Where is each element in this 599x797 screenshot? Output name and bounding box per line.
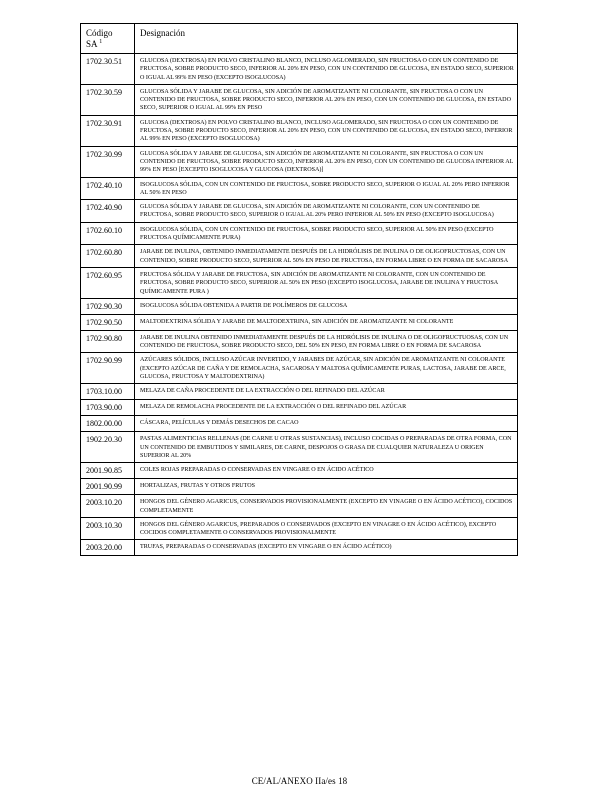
- hs-code-cell: 1702.30.51: [81, 54, 135, 85]
- designation-cell: HORTALIZAS, FRUTAS Y OTROS FRUTOS: [135, 479, 518, 495]
- table-row: [81, 177, 518, 200]
- designation-cell: GLUCOSA SÓLIDA Y JARABE DE GLUCOSA, SIN ADICIÓN DE AROMATIZANTE NI COLORANTE, CON UN CONTENIDO DE FRUCTOSA, SOBRE PRODUCTO SECO, SUPERIOR O IGUAL AL 20% PERO INFERIOR AL 50% EN PESO (EXCEPTO ISOGLUCOSA): [135, 200, 518, 223]
- hs-code-cell: 1702.60.80: [81, 245, 135, 268]
- hs-code-cell: 1702.90.30: [81, 298, 135, 314]
- table-row: [81, 540, 518, 556]
- table-row: [81, 146, 518, 177]
- page-footer: CE/AL/ANEXO IIa/es 18: [251, 776, 348, 786]
- table-row: [81, 222, 518, 245]
- hs-code-cell: 1702.40.90: [81, 200, 135, 223]
- hs-code-cell: 2003.10.20: [81, 495, 135, 518]
- designation-cell: MELAZA DE REMOLACHA PROCEDENTE DE LA EXTRACCIÓN O DEL REFINADO DEL AZÚCAR: [135, 400, 518, 416]
- hs-code-cell: 1702.30.99: [81, 146, 135, 177]
- designation-cell: GLUCOSA SÓLIDA Y JARABE DE GLUCOSA, SIN ADICIÓN DE AROMATIZANTE NI COLORANTE, SIN FRUCTOSA O CON UN CONTENIDO DE FRUCTOSA, SOBRE PRODUCTO SECO, INFERIOR AL 20% EN PESO, CON UN CONTENIDO DE GLUCOSA INFERIOR AL 99% EN PESO [EXCEPTO ISOGLUCOSA Y GLUCOSA (DEXTROSA)]: [135, 146, 518, 177]
- table-row: [81, 330, 518, 353]
- hs-code-cell: 1703.10.00: [81, 384, 135, 400]
- designation-cell: MELAZA DE CAÑA PROCEDENTE DE LA EXTRACCIÓN O DEL REFINADO DEL AZÚCAR: [135, 384, 518, 400]
- hs-code-cell: 2001.90.85: [81, 463, 135, 479]
- table-row: [81, 495, 518, 518]
- designation-column-header: Designación: [135, 24, 518, 54]
- table-row: [81, 517, 518, 540]
- table-row: [81, 416, 518, 432]
- code-header-sublabel: SA: [86, 39, 98, 49]
- designation-cell: TRUFAS, PREPARADAS O CONSERVADAS (EXCEPTO EN VINGARE O EN ÁCIDO ACÉTICO): [135, 540, 518, 556]
- hs-code-cell: 2001.90.99: [81, 479, 135, 495]
- hs-code-cell: 1902.20.30: [81, 432, 135, 463]
- hs-code-cell: 1702.30.59: [81, 84, 135, 115]
- hs-code-cell: 1703.90.00: [81, 400, 135, 416]
- hs-code-cell: 1702.40.10: [81, 177, 135, 200]
- hs-code-cell: 1802.00.00: [81, 416, 135, 432]
- table-row: [81, 353, 518, 384]
- designation-cell: GLUCOSA (DEXTROSA) EN POLVO CRISTALINO BLANCO, INCLUSO AGLOMERADO, SIN FRUCTOSA O CON UN CONTENIDO DE FRUCTOSA, SOBRE PRODUCTO SECO, INFERIOR AL 20% EN PESO, CON UN CONTENIDO DE GLUCOSA, EN ESTADO SECO, INFERIOR AL 99% EN PESO (EXCEPTO ISOGLUCOSA): [135, 115, 518, 146]
- designation-cell: ISOGLUCOSA SÓLIDA OBTENIDA A PARTIR DE POLÍMEROS DE GLUCOSA: [135, 298, 518, 314]
- table-row: [81, 115, 518, 146]
- designation-cell: HONGOS DEL GÉNERO AGARICUS, CONSERVADOS PROVISIONALMENTE (EXCEPTO EN VINAGRE O EN ÁCIDO ACÉTICO), COCIDOS COMPLETAMENTE: [135, 495, 518, 518]
- designation-cell: CÁSCARA, PELÍCULAS Y DEMÁS DESECHOS DE CACAO: [135, 416, 518, 432]
- designation-cell: AZÚCARES SÓLIDOS, INCLUSO AZÚCAR INVERTIDO, Y JARABES DE AZÚCAR, SIN ADICIÓN DE AROMATIZANTE NI COLORANTE (EXCEPTO AZÚCAR DE CAÑA Y DE REMOLACHA, SACAROSA Y MALTOSA QUÍMICAMENTE PURAS, LACTOSA, JARABE DE ARCE, GLUCOSA, FRUCTOSA Y MALTODEXTRINA): [135, 353, 518, 384]
- designation-cell: ISOGLUCOSA SÓLIDA, CON UN CONTENIDO DE FRUCTOSA, SOBRE PRODUCTO SECO, SUPERIOR O IGUAL AL 20% PERO INFERIOR AL 50% EN PESO: [135, 177, 518, 200]
- table-row: [81, 54, 518, 85]
- hs-code-cell: 1702.60.95: [81, 267, 135, 298]
- designation-cell: GLUCOSA SÓLIDA Y JARABE DE GLUCOSA, SIN ADICIÓN DE AROMATIZANTE NI COLORANTE, SIN FRUCTOSA O CON UN CONTENIDO DE FRUCTOSA, SOBRE PRODUCTO SECO, INFERIOR AL 20% EN PESO, CON UN CONTENIDO DE GLUCOSA, EN ESTADO SECO, SUPERIOR O IGUAL AL 99% EN PESO: [135, 84, 518, 115]
- table-row: [81, 384, 518, 400]
- table-body: [81, 54, 518, 556]
- table-row: [81, 479, 518, 495]
- hs-code-cell: 1702.90.99: [81, 353, 135, 384]
- table-header-row: [81, 24, 518, 54]
- designation-cell: GLUCOSA (DEXTROSA) EN POLVO CRISTALINO BLANCO, INCLUSO AGLOMERADO, SIN FRUCTOSA O CON UN CONTENIDO DE FRUCTOSA, SOBRE PRODUCTO SECO, INFERIOR AL 20% EN PESO, CON UN CONTENIDO DE GLUCOSA, EN ESTADO SECO, SUPERIOR O IGUAL AL 99% EN PESO (EXCEPTO ISOGLUCOSA): [135, 54, 518, 85]
- designation-cell: PASTAS ALIMENTICIAS RELLENAS (DE CARNE U OTRAS SUSTANCIAS), INCLUSO COCIDAS O PREPARADAS DE OTRA FORMA, CON UN CONTENIDO DE EMBUTIDOS Y SIMILARES, DE CARNE, DESPOJOS O GRASA DE CUALQUIER NATURALEZA U ORIGEN SUPERIOR AL 20%: [135, 432, 518, 463]
- designation-cell: JARABE DE INULINA, OBTENIDO INMEDIATAMENTE DESPUÉS DE LA HIDRÓLISIS DE INULINA O DE OLIGOFRUCTOSAS, CON UN CONTENIDO, SOBRE PRODUCTO SECO, SUPERIOR AL 50% EN PESO DE FRUCTOSA, EN FORMA LIBRE O EN FORMA DE SACAROSA: [135, 245, 518, 268]
- hs-code-cell: 1702.90.80: [81, 330, 135, 353]
- table-row: [81, 84, 518, 115]
- hs-code-cell: 1702.30.91: [81, 115, 135, 146]
- table-row: [81, 200, 518, 223]
- table-row: [81, 245, 518, 268]
- hs-code-cell: 1702.90.50: [81, 314, 135, 330]
- table-row: [81, 463, 518, 479]
- designation-cell: ISOGLUCOSA SÓLIDA, CON UN CONTENIDO DE FRUCTOSA, SOBRE PRODUCTO SECO, SUPERIOR AL 50% EN PESO (EXCEPTO FRUCTOSA QUÍMICAMENTE PURA): [135, 222, 518, 245]
- designation-cell: HONGOS DEL GÉNERO AGARICUS, PREPARADOS O CONSERVADOS (EXCEPTO EN VINAGRE O EN ÁCIDO ACÉTICO), EXCEPTO COCIDOS COMPLETAMENTE O CONSERVADOS PROVISIONALMENTE: [135, 517, 518, 540]
- table-row: [81, 267, 518, 298]
- hs-code-cell: 2003.20.00: [81, 540, 135, 556]
- designation-cell: MALTODEXTRINA SÓLIDA Y JARABE DE MALTODEXTRINA, SIN ADICIÓN DE AROMATIZANTE NI COLORANTE: [135, 314, 518, 330]
- footnote-marker: 1: [99, 39, 103, 45]
- hs-code-cell: 1702.60.10: [81, 222, 135, 245]
- designation-cell: COLES ROJAS PREPARADAS O CONSERVADAS EN VINGARE O EN ÁCIDO ACÉTICO: [135, 463, 518, 479]
- hs-code-cell: 2003.10.30: [81, 517, 135, 540]
- code-column-header: [81, 24, 135, 54]
- designation-cell: JARABE DE INULINA OBTENIDO INMEDIATAMENTE DESPUÉS DE LA HIDRÓLISIS DE INULINA O DE OLIGOFRUCTUOSAS, CON UN CONTENIDO DE FRUCTOSA, SOBRE PRODUCTO SECO, DEL 50% EN PESO, EN FORMA LIBRE O EN FORMA DE SACAROSA: [135, 330, 518, 353]
- table-row: [81, 432, 518, 463]
- table-row: [81, 298, 518, 314]
- table-row: [81, 400, 518, 416]
- designation-cell: FRUCTOSA SÓLIDA Y JARABE DE FRUCTOSA, SIN ADICIÓN DE AROMATIZANTE NI COLORANTE, CON UN CONTENIDO DE FRUCTOSA, SOBRE PRODUCTO SECO, SUPERIOR AL 50% EN PESO (EXCEPTO ISOGLUCOSA, JARABE DE INULINA Y FRUCTOSA QUÍMICAMENTE PURA ): [135, 267, 518, 298]
- tariff-code-table: [80, 23, 518, 556]
- table-row: [81, 314, 518, 330]
- code-header-label: Código: [86, 28, 113, 38]
